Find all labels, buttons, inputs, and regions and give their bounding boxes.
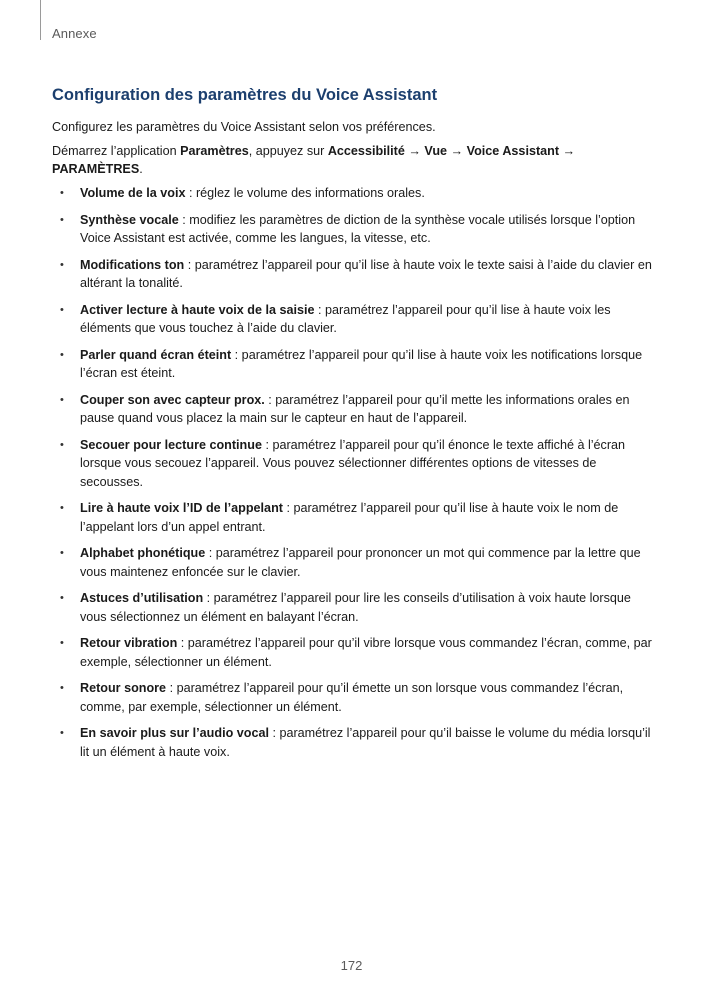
option-description: : paramétrez l’appareil pour qu’il mette les informations orales en pause quand vous placez la main sur le capteur en haut de l’appareil.: [80, 392, 630, 425]
page-content: [52, 84, 652, 769]
option-description: : paramétrez l’appareil pour qu’il lise à haute voix le texte saisi à l’aide du clavier en altérant la tonalité.: [80, 257, 652, 290]
intro-paragraph: Configurez les paramètres du Voice Assistant selon vos préférences.: [52, 120, 436, 134]
list-item: [52, 301, 652, 338]
option-term: Volume de la voix: [80, 186, 186, 200]
list-item: [52, 499, 652, 536]
option-term: Retour vibration: [80, 636, 178, 650]
list-item: [52, 391, 652, 428]
option-term: Astuces d’utilisation: [80, 591, 204, 605]
option-description: : réglez le volume des informations orales.: [185, 186, 425, 200]
option-description: : paramétrez l’appareil pour prononcer un mot qui commence par la lettre que vous maintenez enfoncée sur le clavier.: [80, 546, 641, 579]
list-item: [52, 634, 652, 671]
list-item: [52, 724, 652, 761]
list-item: [52, 679, 652, 716]
bullet-icon: •: [60, 213, 64, 226]
bullet-icon: •: [60, 393, 64, 406]
option-description: : paramétrez l’appareil pour lire les conseils d’utilisation à voix haute lorsque vous sélectionnez un élément en balayant l’écran.: [80, 591, 631, 624]
option-term: Couper son avec capteur prox.: [80, 392, 265, 407]
option-description: : paramétrez l’appareil pour qu’il lise à haute voix les éléments que vous touchez à l’aide du clavier.: [80, 302, 611, 335]
bullet-icon: •: [60, 258, 64, 271]
bullet-icon: •: [60, 547, 64, 559]
bullet-icon: •: [60, 303, 64, 316]
list-item: [52, 184, 652, 203]
option-description: : modifiez les paramètres de diction de la synthèse vocale utilisés lorsque l’option Voice Assistant est activée, comme les langues, la vitesse, etc.: [80, 212, 636, 245]
option-term: Retour sonore: [80, 681, 167, 695]
option-term: Activer lecture à haute voix de la saisie: [80, 302, 315, 317]
path-steps: Accessibilité → Vue → Voice Assistant → PARAMÈTRES: [52, 144, 576, 176]
option-term: Modifications ton: [80, 257, 185, 272]
path-suffix: .: [139, 162, 143, 176]
bullet-icon: •: [60, 592, 64, 604]
bullet-icon: •: [60, 438, 64, 451]
option-description: : paramétrez l’appareil pour qu’il énonce le texte affiché à l’écran lorsque vous secouez l’appareil. Vous pouvez sélectionner différentes options de vitesses de secousses.: [80, 437, 626, 489]
list-item: [52, 346, 652, 383]
option-description: : paramétrez l’appareil pour qu’il lise à haute voix les notifications lorsque l’écran est éteint.: [80, 347, 643, 380]
page-title: Configuration des paramètres du Voice Assistant: [52, 86, 438, 104]
bullet-icon: •: [60, 187, 64, 199]
option-term: Parler quand écran éteint: [80, 347, 232, 362]
bullet-icon: •: [60, 502, 64, 514]
list-item: [52, 436, 652, 492]
bullet-icon: •: [60, 682, 64, 694]
path-prefix: Démarrez l’application: [52, 144, 181, 158]
list-item: [52, 544, 652, 581]
list-item: [52, 211, 652, 248]
bullet-icon: •: [60, 348, 64, 361]
list-item: [52, 589, 652, 626]
option-description: : paramétrez l’appareil pour qu’il baisse le volume du média lorsqu’il lit un élément à haute voix.: [80, 726, 651, 759]
section-header: Annexe: [52, 26, 97, 41]
option-description: : paramétrez l’appareil pour qu’il émette un son lorsque vous commandez l’écran, comme, par exemple, sélectionner un élément.: [80, 681, 624, 714]
list-item: [52, 256, 652, 293]
bullet-icon: •: [60, 637, 64, 649]
path-middle: , appuyez sur: [248, 144, 328, 158]
option-description: : paramétrez l’appareil pour qu’il vibre lorsque vous commandez l’écran, comme, par exemple, sélectionner un élément.: [80, 636, 652, 669]
path-app-name: Paramètres: [180, 144, 249, 158]
settings-path-paragraph: [52, 142, 652, 178]
option-description: : paramétrez l’appareil pour qu’il lise à haute voix le nom de l’appelant lors d’un appel entrant.: [80, 501, 619, 534]
option-term: Secouer pour lecture continue: [80, 437, 262, 452]
margin-rule: [40, 0, 41, 40]
option-term: Synthèse vocale: [80, 212, 179, 227]
page-number: 172: [340, 958, 363, 973]
option-term: En savoir plus sur l’audio vocal: [80, 726, 269, 740]
option-term: Lire à haute voix l’ID de l’appelant: [80, 501, 283, 515]
bullet-icon: •: [60, 727, 64, 739]
options-list: [52, 184, 652, 761]
option-term: Alphabet phonétique: [80, 546, 206, 560]
